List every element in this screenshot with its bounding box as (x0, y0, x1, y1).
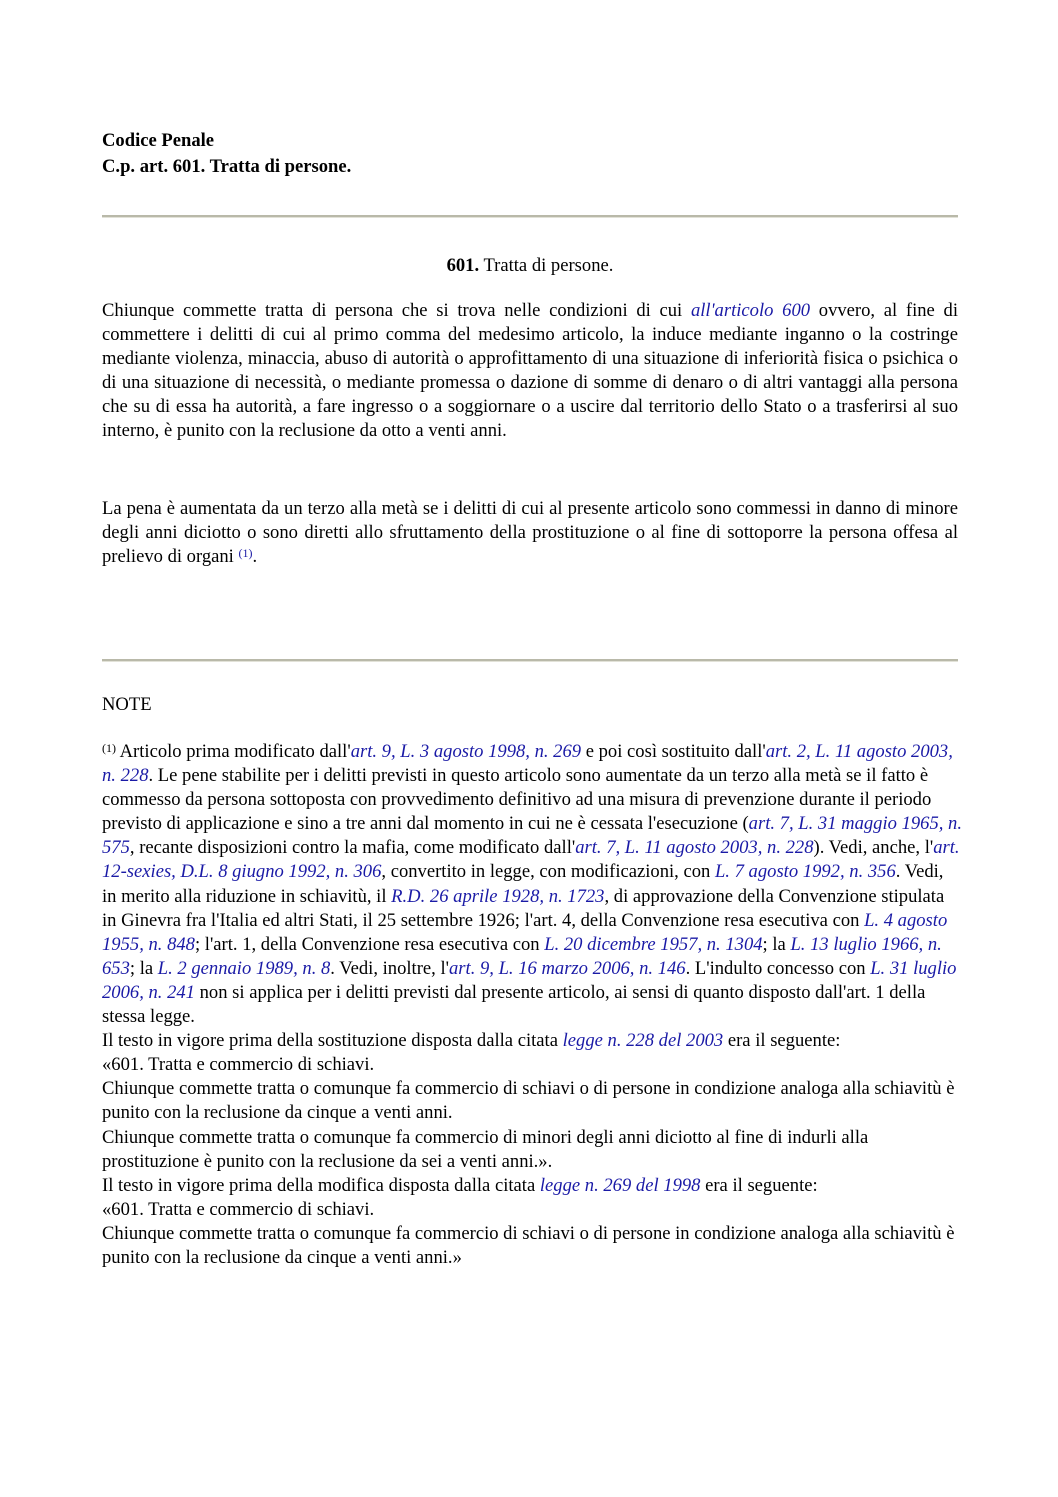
paragraph-text: La pena è aumentata da un terzo alla metà se i delitti di cui al presente articolo sono commessi in danno di minore degli anni diciotto o sono diretti allo sfruttamento della prostituzione o al fine di sottoporre la persona offesa al prelievo di organi (102, 498, 958, 567)
footnote-ref-link[interactable]: (1) (238, 546, 253, 560)
article-paragraph-1 (102, 299, 958, 443)
note-text: . Vedi, inoltre, l' (330, 957, 449, 979)
article-600-link[interactable]: all'articolo 600 (690, 300, 811, 321)
quoted-article-text: Chiunque commette tratta o comunque fa commercio di schiavi o di persone in condizione analoga alla schiavitù è punito con la reclusione da cinque a venti anni.» (102, 1222, 955, 1268)
paragraph-text: Chiunque commette tratta di persona che si trova nelle condizioni di cui (102, 300, 691, 321)
note-text: . Le pene stabilite per i delitti previsti in questo articolo sono aumentate da un terzo alla metà se il fatto è commesso da persona sottoposta con provvedimento definitivo ad una misura di prevenzione durante il periodo previsto di applicazione e sino a tre anni dal momento in cui ne è cessata l'esecuzione ( (102, 765, 932, 835)
notes-heading: NOTE (102, 694, 152, 715)
horizontal-divider (102, 659, 958, 662)
law-link[interactable]: L. 20 dicembre 1957, n. 1304 (544, 933, 763, 955)
law-link[interactable]: art. 7, L. 31 maggio 1965, n. 575 (102, 813, 963, 859)
law-link[interactable]: art. 2, L. 11 agosto 2003, n. 228 (102, 741, 953, 787)
previous-text-intro (102, 1029, 962, 1053)
note-text: Il testo in vigore prima della sostituzione disposta dalla citata (102, 1030, 563, 1052)
document-title-block (102, 128, 351, 180)
previous-text-intro (102, 1174, 962, 1198)
article-number: 601. (446, 255, 480, 276)
note-text: ; l'art. 1, della Convenzione resa esecutiva con (194, 933, 545, 955)
law-link[interactable]: L. 4 agosto 1955, n. 848 (102, 909, 948, 955)
quoted-article-text: Chiunque commette tratta o comunque fa commercio di minori degli anni diciotto al fine di indurli alla prostituzione è punito con la reclusione da sei a venti anni.». (102, 1126, 869, 1172)
law-link[interactable]: art. 9, L. 3 agosto 1998, n. 269 (350, 741, 582, 762)
note-text: Articolo prima modificato dall' (116, 741, 351, 762)
paragraph-text: ovvero, al fine di commettere i delitti di cui al primo comma del medesimo articolo, la induce mediante inganno o la costringe mediante violenza, minaccia, abuso di autorità o approfittamento di una situazione di inferiorità fisica o psichica o di una situazione di necessità, o mediante promessa o dazione di somme di denaro o di altri vantaggi alla persona che su di essa ha autorità, a fare ingresso o a soggiornare o a uscire dal territorio dello Stato o a trasferirsi al suo interno, è punito con la reclusione da otto a venti anni. (102, 300, 958, 441)
law-link[interactable]: legge n. 269 del 1998 (539, 1174, 701, 1196)
note-text: , di approvazione della Convenzione stipulata in Ginevra fra l'Italia ed altri Stati, il 25 settembre 1926; l'art. 4, della Convenzione resa esecutiva con (102, 885, 945, 931)
code-title: Codice Penale (102, 130, 215, 151)
note-text: Il testo in vigore prima della modifica disposta dalla citata (102, 1174, 540, 1196)
law-link[interactable]: art. 7, L. 11 agosto 2003, n. 228 (575, 837, 814, 859)
note-text: . Vedi, in merito alla riduzione in schiavitù, il (102, 861, 944, 907)
article-paragraph-2 (102, 497, 958, 569)
note-text: era il seguente: (723, 1030, 841, 1052)
law-link[interactable]: L. 31 luglio 2006, n. 241 (102, 957, 957, 1003)
quoted-article-title: «601. Tratta e commercio di schiavi. (102, 1198, 375, 1220)
quoted-article-text: Chiunque commette tratta o comunque fa commercio di schiavi o di persone in condizione analoga alla schiavitù è punito con la reclusione da cinque a venti anni. (102, 1078, 955, 1124)
article-title: C.p. art. 601. Tratta di persone. (102, 156, 352, 177)
note-text: , convertito in legge, con modificazioni, con (381, 861, 715, 883)
note-text: era il seguente: (700, 1174, 818, 1196)
law-link[interactable]: L. 2 gennaio 1989, n. 8 (157, 957, 331, 979)
law-link[interactable]: R.D. 26 aprile 1928, n. 1723 (391, 885, 605, 907)
law-link[interactable]: L. 13 luglio 1966, n. 653 (102, 933, 942, 979)
note-text: ). Vedi, anche, l' (813, 837, 934, 859)
note-text: . L'indulto concesso con (685, 957, 871, 979)
article-heading (102, 253, 958, 279)
note-text: , recante disposizioni contro la mafia, come modificato dall' (129, 837, 576, 859)
notes-body (102, 740, 962, 1270)
note-text: ; la (762, 933, 791, 955)
law-link[interactable]: art. 9, L. 16 marzo 2006, n. 146 (449, 957, 686, 979)
law-link[interactable]: legge n. 228 del 2003 (562, 1030, 724, 1052)
paragraph-end: . (252, 546, 258, 567)
note-text: non si applica per i delitti previsti dal presente articolo, ai sensi di quanto disposto dall'art. 1 della stessa legge. (102, 981, 926, 1028)
law-link[interactable]: L. 7 agosto 1992, n. 356 (714, 861, 896, 883)
horizontal-divider (102, 215, 958, 218)
article-heading-text: Tratta di persone. (483, 255, 614, 276)
note-text: ; la (129, 957, 158, 979)
note-text: e poi così sostituito dall' (581, 741, 766, 762)
law-link[interactable]: art. 12-sexies, D.L. 8 giugno 1992, n. 306 (102, 837, 960, 883)
quoted-article-title: «601. Tratta e commercio di schiavi. (102, 1054, 375, 1076)
footnote-marker: (1) (102, 741, 116, 755)
